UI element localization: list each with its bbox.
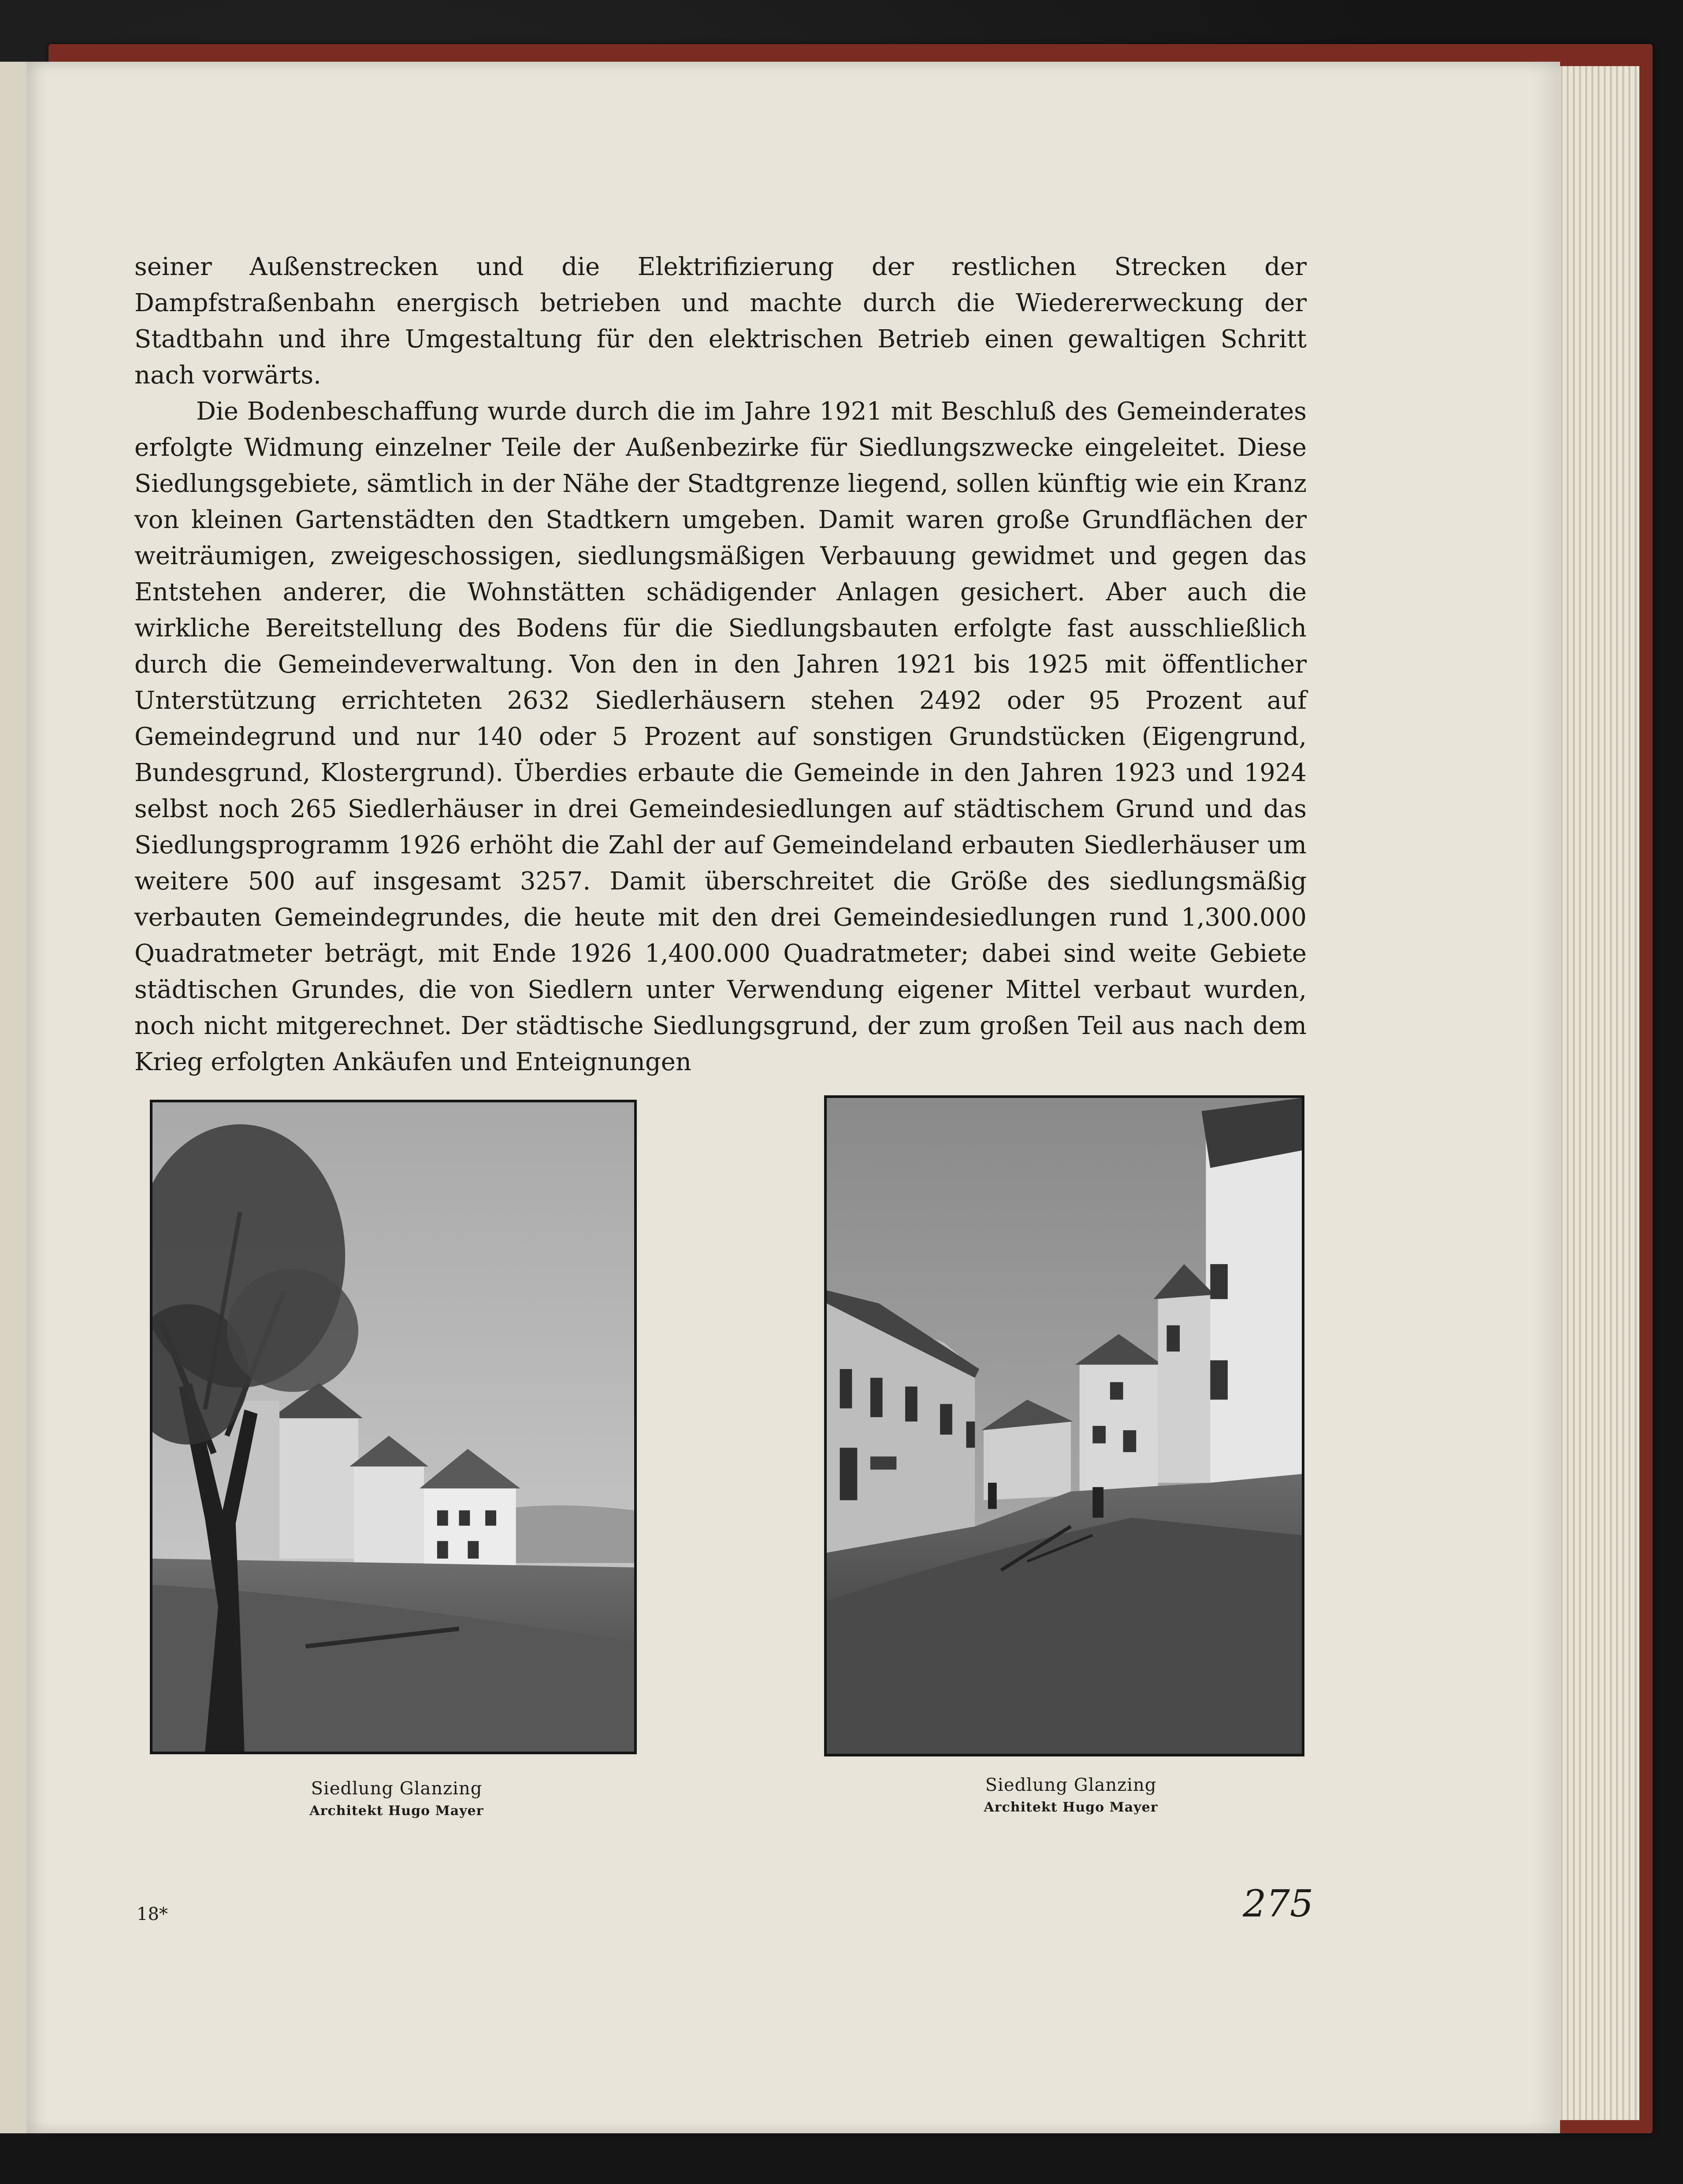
- left-page-edge: [0, 62, 26, 2133]
- caption-left-credit: Architekt Hugo Mayer: [309, 1803, 484, 1819]
- paragraph-1: seiner Außenstrecken und die Elektrifizierung der restlichen Strecken der Dampfstraßenbahn energisch betrieben und machte durch die Wiedererweckung der Stadtbahn und ihre Umgestaltung für den elektrischen Betrieb einen gewaltigen Schritt nach vorwärts.: [134, 253, 1307, 390]
- paragraph-2: Die Bodenbeschaffung wurde durch die im Jahre 1921 mit Beschluß des Gemeinderates erfolgte Widmung einzelner Teile der Außenbezirke für Siedlungszwecke eingeleitet. Diese Siedlungsgebiete, sämtlich in der Nähe der Stadtgrenze liegend, sollen künftig wie ein Kranz von kleinen Gartenstädten den Stadtkern umgeben. Damit waren große Grundflächen der weiträumigen, zweigeschossigen, siedlungsmäßigen Verbauung gewidmet und gegen das Entstehen anderer, die Wohnstätten schädigender Anlagen gesichert. Aber auch die wirkliche Bereitstellung des Bodens für die Siedlungsbauten erfolgte fast ausschließlich durch die Gemeindeverwaltung. Von den in den Jahren 1921 bis 1925 mit öffentlicher Unterstützung errichteten 2632 Siedlerhäusern stehen 2492 oder 95 Prozent auf Gemeindegrund und nur 140 oder 5 Prozent auf sonstigen Grundstücken (Eigengrund, Bundesgrund, Klostergrund). Überdies erbaute die Gemeinde in den Jahren 1923 und 1924 selbst noch 265 Siedlerhäuser in drei Gemeindesiedlungen auf städtischem Grund und das Siedlungsprogramm 1926 erhöht die Zahl der auf Gemeindeland erbauten Siedlerhäuser um weitere 500 auf insgesamt 3257. Damit überschreitet die Größe des siedlungsmäßig verbauten Gemeindegrundes, die heute mit den drei Gemeindesiedlungen rund 1,300.000 Quadratmeter beträgt, mit Ende 1926 1,400.000 Quadratmeter; dabei sind weite Gebiete städtischen Grundes, die von Siedlern unter Verwendung eigener Mittel verbaut wurden, noch nicht mitgerechnet. Der städtische Siedlungsgrund, der zum großen Teil aus nach dem Krieg erfolgten Ankäufen und Enteignungen: [134, 397, 1307, 1076]
- body-text: [134, 249, 1307, 1080]
- caption-left-title: Siedlung Glanzing: [311, 1778, 483, 1799]
- caption-right-title: Siedlung Glanzing: [985, 1775, 1157, 1795]
- page-number: 275: [1243, 1882, 1314, 1925]
- caption-right-credit: Architekt Hugo Mayer: [984, 1800, 1158, 1815]
- caption-right: [939, 1773, 1203, 1818]
- photo-siedlung-glanzing-right: [824, 1095, 1304, 1756]
- printer-signature: 18*: [137, 1904, 168, 1924]
- photo-siedlung-glanzing-left: [150, 1100, 637, 1754]
- caption-left: [264, 1776, 529, 1821]
